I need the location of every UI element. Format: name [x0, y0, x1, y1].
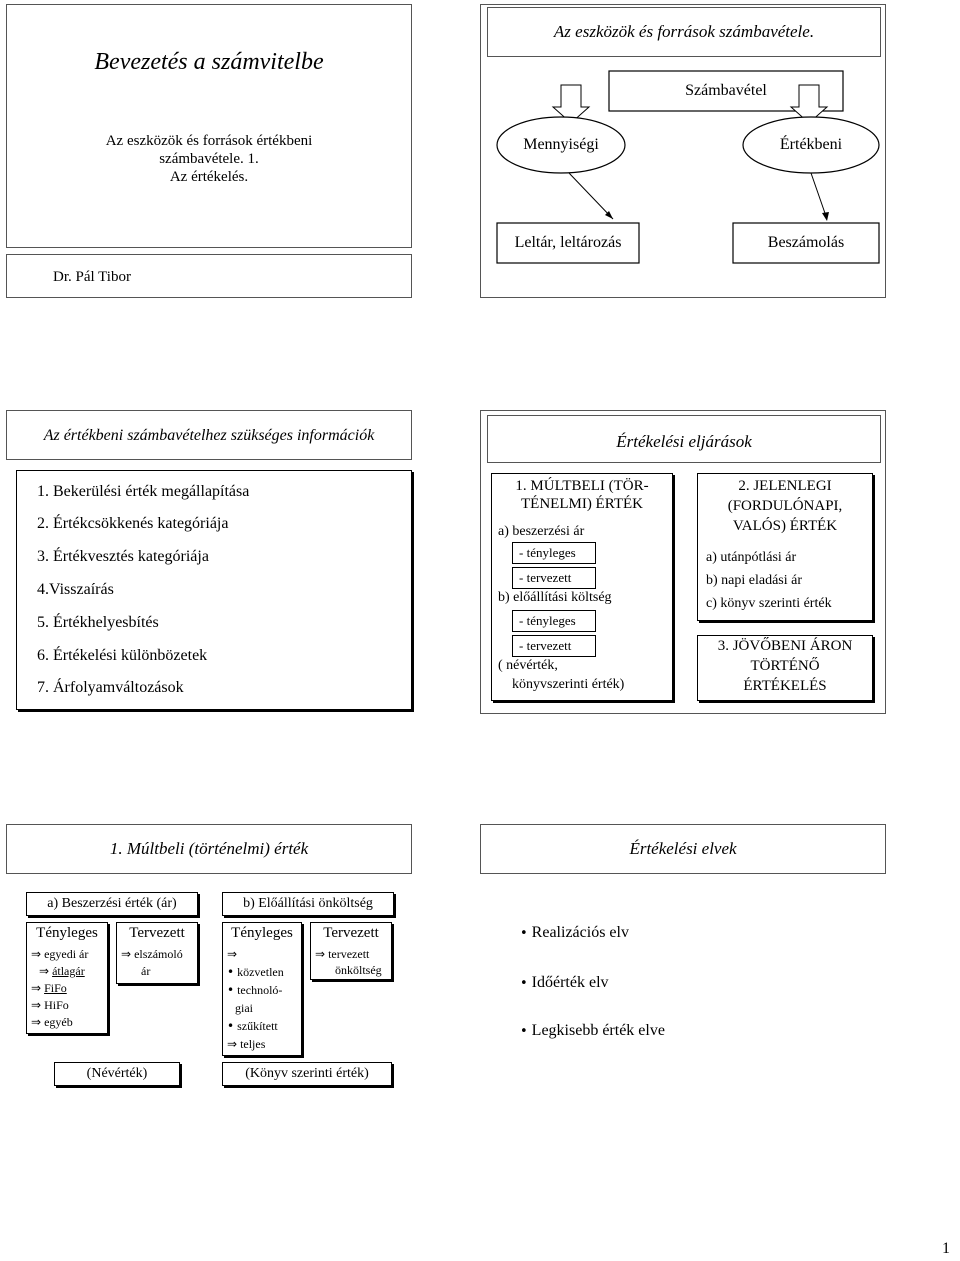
slide-3: [6, 410, 412, 710]
b-tervezett: - tervezett: [519, 638, 572, 653]
bullet-icon: •: [227, 983, 235, 997]
ertekbeni-label: Értékbeni: [779, 136, 843, 153]
implies-arrow-icon: ⇒: [31, 1015, 42, 1029]
jovobeni-head-2: TÖRTÉNŐ: [750, 658, 820, 674]
col-4-head: Tervezett: [323, 925, 379, 941]
szambavetel-label: Számbavétel: [685, 82, 767, 99]
col-1-box: [26, 922, 108, 1034]
right-connector: [811, 173, 827, 219]
a-tenyleges-box: [512, 542, 596, 564]
col-3-item: giai: [235, 1001, 253, 1015]
b-tenyleges: - tényleges: [519, 613, 576, 628]
slide-3-list-box: [16, 470, 412, 710]
jelenlegi-head-3: VALÓS) ÉRTÉK: [732, 518, 838, 534]
slide-6: [480, 824, 886, 1124]
konyv-szerinti-box: [222, 1062, 392, 1086]
slide-4: [480, 410, 886, 714]
multbeli-box: [491, 473, 673, 701]
jelenlegi-head-1: 2. JELENLEGI: [738, 478, 832, 494]
konyv-szerinti-ertek: c) könyv szerinti érték: [706, 596, 832, 611]
implies-arrow-icon: ⇒: [31, 998, 42, 1012]
col-1-item: ⇒ egyéb: [31, 1015, 73, 1029]
list-item: 2. Értékcsökkenés kategóriája: [37, 515, 229, 532]
beszerzesi-head-box: [26, 892, 198, 916]
col-3-item: • közvetlen: [227, 965, 284, 979]
multbeli-head-2: TÉNELMI) ÉRTÉK: [521, 496, 643, 512]
slide-3-title: Az értékbeni számbavételhez szükséges információk: [43, 427, 375, 444]
slide-1-author: Dr. Pál Tibor: [53, 269, 131, 285]
slide-6-title-box: [480, 824, 886, 874]
beszamolas-label: Beszámolás: [767, 234, 845, 251]
left-connector: [569, 173, 613, 219]
bullet-icon: •: [520, 976, 528, 991]
col-2-item: ⇒ elszámoló: [121, 947, 183, 961]
slide-1-subtitle-line-3: Az értékelés.: [169, 169, 249, 185]
col-4-item: ⇒ tervezett: [315, 947, 370, 961]
slide-6-title: Értékelési elvek: [629, 839, 737, 858]
eloallitasi-head-box: [222, 892, 394, 916]
bullet-icon: •: [227, 1019, 235, 1033]
a-tervezett-box: [512, 567, 596, 589]
col-3-item: • technoló-: [227, 983, 283, 997]
eloallitasi-koltseg: b) előállítási költség: [498, 590, 612, 605]
nevertek-label: (Névérték): [86, 1066, 148, 1081]
implies-arrow-icon: ⇒: [31, 981, 42, 995]
implies-arrow-icon: ⇒: [227, 947, 238, 961]
beszerzesi-head: a) Beszerzési érték (ár): [47, 896, 177, 911]
slide-2-title: Az eszközök és források számbavétele.: [553, 22, 815, 41]
slide-1-subtitle-line-1: Az eszközök és források értékbeni: [105, 133, 313, 149]
nevertek-box: [54, 1062, 180, 1086]
col-1-item: ⇒ HiFo: [31, 998, 69, 1012]
b-tenyleges-box: [512, 610, 596, 632]
slide-5: [6, 824, 412, 1124]
eloallitasi-head: b) Előállítási önköltség: [243, 896, 373, 911]
jelenlegi-box: [697, 473, 873, 621]
a-tenyleges: - tényleges: [519, 545, 576, 560]
jovobeni-head-1: 3. JÖVŐBENI ÁRON: [717, 638, 853, 654]
slide-2: [480, 4, 886, 298]
implies-arrow-icon: ⇒: [31, 947, 42, 961]
slide-1: [6, 4, 412, 298]
slide-5-title-box: [6, 824, 412, 874]
bullet-icon: •: [520, 1024, 528, 1039]
mennyisegi-label: Mennyiségi: [523, 136, 599, 153]
nevertek-note-1: ( névérték,: [498, 658, 558, 673]
list-item: 4.Visszaírás: [37, 581, 114, 598]
principle-item: • Realizációs elv: [520, 924, 629, 941]
nevertek-note-2: könyvszerinti érték): [512, 677, 625, 692]
beszerzesi-ar: a) beszerzési ár: [498, 524, 585, 539]
col-2-box: [116, 922, 198, 984]
principle-item: • Legkisebb érték elve: [520, 1022, 665, 1039]
implies-arrow-icon: ⇒: [39, 964, 50, 978]
principle-item: • Időérték elv: [520, 974, 609, 991]
list-item: 1. Bekerülési érték megállapítása: [37, 483, 250, 500]
implies-arrow-icon: ⇒: [315, 947, 326, 961]
napi-eladasi-ar: b) napi eladási ár: [706, 573, 803, 588]
col-4-item: önköltség: [335, 963, 382, 977]
col-1-item: ⇒ FiFo: [31, 981, 67, 995]
col-1-head: Tényleges: [36, 925, 98, 941]
konyv-szerinti-label: (Könyv szerinti érték): [245, 1066, 369, 1081]
jovobeni-box: [697, 635, 873, 701]
col-3-box: [222, 922, 302, 1056]
slide-4-title-box: [487, 415, 881, 463]
multbeli-head-1: 1. MÚLTBELI (TÖR-: [515, 478, 649, 494]
page-number: 1: [942, 1240, 950, 1257]
slide-4-title: Értékelési eljárások: [616, 432, 752, 451]
slide-1-subtitle-line-2: számbavétele. 1.: [159, 151, 259, 167]
col-4-box: [310, 922, 392, 980]
col-1-item: ⇒ egyedi ár: [31, 947, 89, 961]
a-tervezett: - tervezett: [519, 570, 572, 585]
bullet-icon: •: [227, 965, 235, 979]
bullet-icon: •: [520, 926, 528, 941]
col-3-head: Tényleges: [231, 925, 293, 941]
col-3-item: ⇒ teljes: [227, 1037, 266, 1051]
slide-1-title: Bevezetés a számvitelbe: [94, 49, 324, 75]
col-2-head: Tervezett: [129, 925, 185, 941]
slide-5-title: 1. Múltbeli (történelmi) érték: [109, 839, 309, 858]
col-3-item: • szűkített: [227, 1019, 278, 1033]
jovobeni-head-3: ÉRTÉKELÉS: [743, 678, 827, 694]
slide-1-title-box: [6, 4, 412, 248]
leltar-label: Leltár, leltározás: [514, 234, 622, 251]
jelenlegi-head-2: (FORDULÓNAPI,: [727, 498, 843, 514]
implies-arrow-icon: ⇒: [121, 947, 132, 961]
col-2-item: ár: [141, 964, 151, 978]
list-item: 7. Árfolyamváltozások: [37, 679, 184, 696]
list-item: 3. Értékvesztés kategóriája: [37, 548, 209, 565]
list-item: 6. Értékelési különbözetek: [37, 647, 208, 664]
col-1-item: ⇒ átlagár: [39, 964, 85, 978]
slide-3-title-box: [6, 410, 412, 460]
slide-1-author-box: [6, 254, 412, 298]
b-tervezett-box: [512, 635, 596, 657]
utanpotlasi-ar: a) utánpótlási ár: [706, 550, 797, 565]
implies-arrow-icon: ⇒: [227, 1037, 238, 1051]
list-item: 5. Értékhelyesbítés: [37, 614, 159, 631]
